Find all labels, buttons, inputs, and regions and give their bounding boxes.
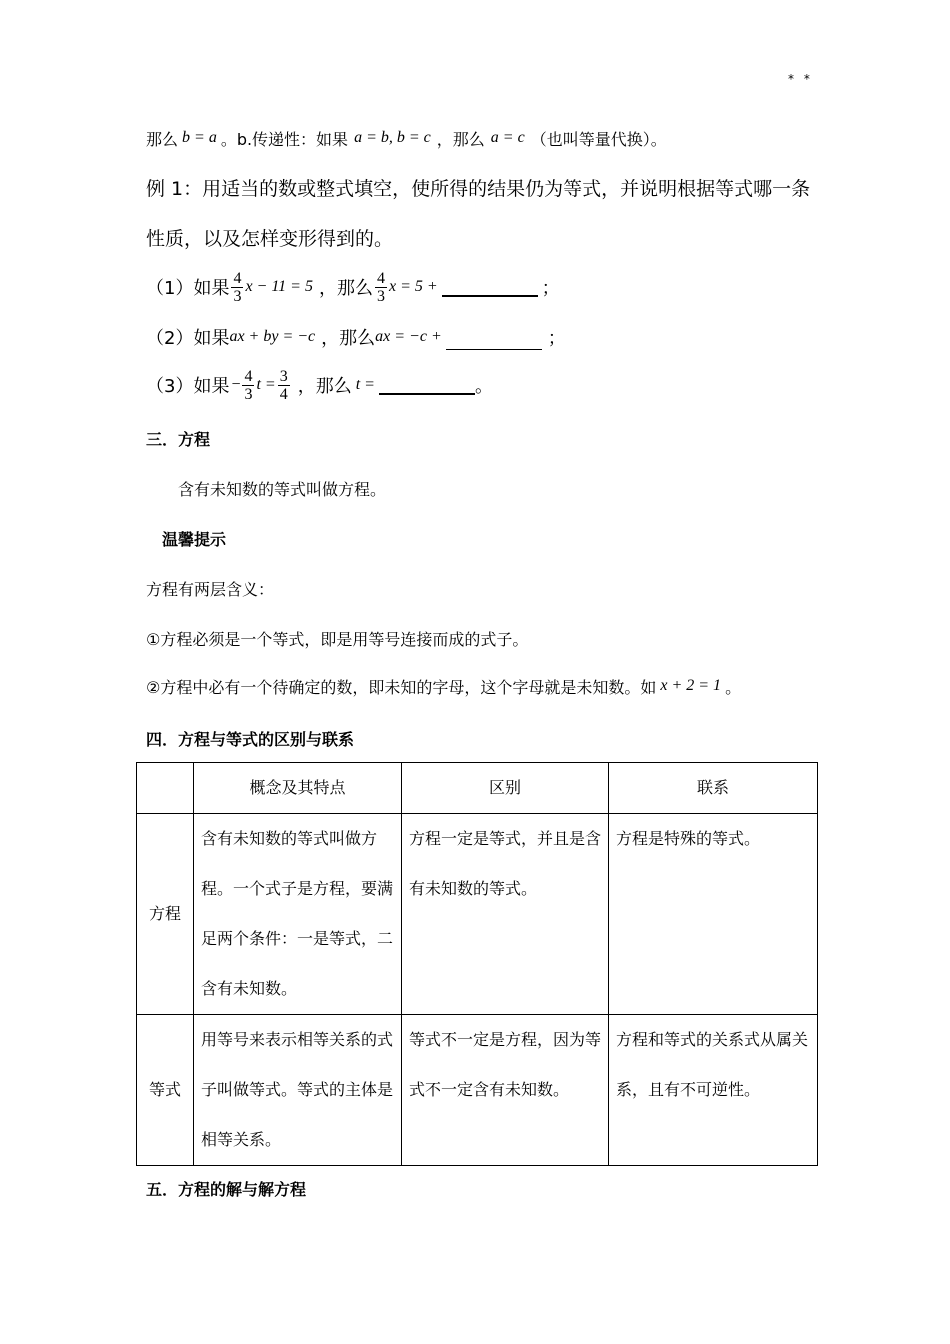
line1-text-b: 。b.传递性：如果 <box>220 129 349 149</box>
item2-then: ，那么 <box>321 328 376 349</box>
exercise-item-2 <box>146 322 566 352</box>
table-header-empty <box>137 763 194 814</box>
item1-label: （1）如果 <box>146 278 230 299</box>
meaning-point-1: ①方程必须是一个等式，即是用等号连接而成的式子。 <box>146 630 529 649</box>
section-5-title: 五．方程的解与解方程 <box>146 1180 307 1199</box>
line1-prefix: 那么 <box>146 129 179 149</box>
section-4-title: 四．方程与等式的区别与联系 <box>146 730 355 749</box>
table-cell-relation: 方程和等式的关系式从属关系，且有不可逆性。 <box>609 1015 818 1166</box>
item2-label: （2）如果 <box>146 328 230 349</box>
equation-definition: 含有未知数的等式叫做方程。 <box>178 480 387 499</box>
item2-result: ax = −c + <box>375 328 442 345</box>
meanings-intro: 方程有两层含义： <box>146 580 275 599</box>
item1-fraction: $\frac{4}{3}$ <box>233 269 242 305</box>
table-cell-relation: 方程是特殊的等式。 <box>609 814 818 1015</box>
line1-suffix: （也叫等量代换）。 <box>530 129 667 149</box>
table-row <box>137 1015 818 1166</box>
exercise-item-1 <box>146 264 560 310</box>
item3-label: （3）如果 <box>146 376 230 397</box>
point2-text: ②方程中必有一个待确定的数，即未知的字母，这个字母就是未知数。如 <box>146 677 657 697</box>
item2-equation: ax + by = −c <box>229 328 316 345</box>
exercise-item-3 <box>146 362 493 408</box>
item1-then: ，那么 <box>318 278 373 299</box>
item3-result: t = <box>355 376 375 393</box>
point2-end: 。 <box>725 677 742 697</box>
table-header-row <box>137 763 818 814</box>
line1-text-then: ，那么 <box>436 129 485 149</box>
table-row-label-equality: 等式 <box>137 1015 194 1166</box>
item3-end: 。 <box>474 376 493 397</box>
tip-title: 温馨提示 <box>162 530 227 549</box>
item1-end: ； <box>541 278 560 299</box>
item3-then: ，那么 <box>297 376 352 397</box>
item3-answer-blank[interactable] <box>379 375 475 395</box>
transitivity-line <box>146 126 667 150</box>
item1-result: x = 5 + <box>388 278 438 295</box>
table-cell-concept: 含有未知数的等式叫做方程。一个式子是方程，要满足两个条件：一是等式，二含有未知数。 <box>194 814 402 1015</box>
table-header-difference: 区别 <box>402 763 609 814</box>
table-row <box>137 814 818 1015</box>
line1-math-a-eq-c: a = c <box>490 129 525 146</box>
section-3-title: 三．方程 <box>146 430 211 449</box>
example-line-1: 例 1：用适当的数或整式填空，使所得的结果仍为等式，并说明根据等式哪一条 <box>146 178 811 200</box>
table-cell-concept: 用等号来表示相等关系的式子叫做等式。等式的主体是相等关系。 <box>194 1015 402 1166</box>
header-marks: * * <box>788 72 813 86</box>
table-header-relation: 联系 <box>609 763 818 814</box>
comparison-table <box>136 762 818 1166</box>
meaning-point-2 <box>146 674 741 698</box>
item2-end: ； <box>547 328 566 349</box>
line1-math-transitive: a = b, b = c <box>354 129 431 146</box>
line1-math-b-eq-a: b = a <box>182 129 217 146</box>
item2-answer-blank[interactable] <box>446 325 542 350</box>
item3-fraction-2: $\frac{3}{4}$ <box>279 367 288 403</box>
table-cell-difference: 方程一定是等式，并且是含有未知数的等式。 <box>402 814 609 1015</box>
item3-t-eq: t = <box>256 376 276 393</box>
table-cell-difference: 等式不一定是方程，因为等式不一定含有未知数。 <box>402 1015 609 1166</box>
item3-fraction: $\frac{4}{3}$ <box>244 367 253 403</box>
table-header-concept: 概念及其特点 <box>194 763 402 814</box>
point2-math: x + 2 = 1 <box>660 677 722 694</box>
item1-fraction-2: $\frac{4}{3}$ <box>376 269 385 305</box>
item3-minus: − <box>231 376 241 393</box>
item1-answer-blank[interactable] <box>442 277 538 297</box>
item1-equation: x − 11 = 5 <box>245 278 313 295</box>
table-row-label-equation: 方程 <box>137 814 194 1015</box>
example-line-2: 性质，以及怎样变形得到的。 <box>146 228 394 250</box>
